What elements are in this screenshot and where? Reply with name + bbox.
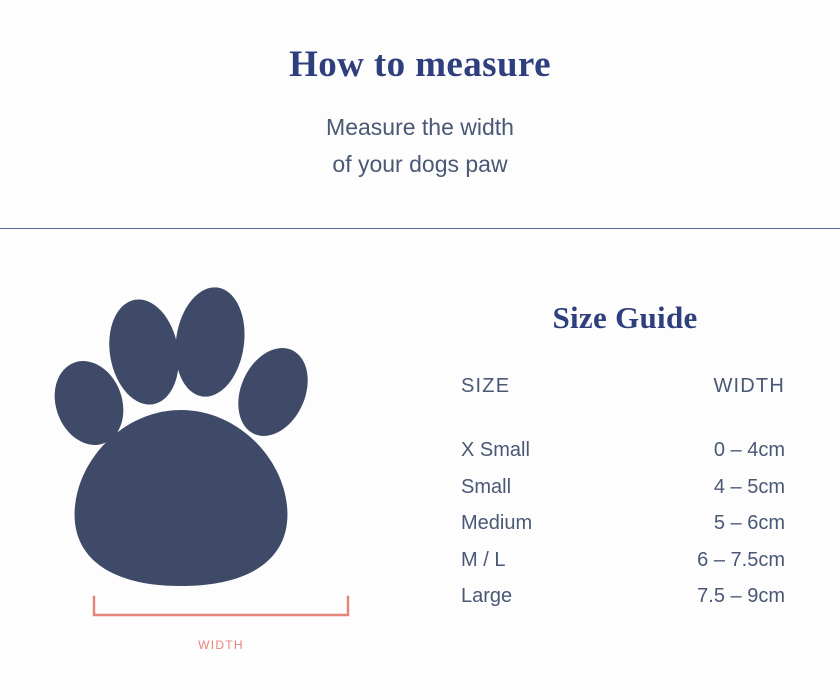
row-width-value: 5 – 6cm: [713, 512, 785, 535]
page-title: How to measure: [289, 44, 551, 85]
row-size-label: Small: [461, 475, 512, 498]
row-size-label: Medium: [461, 512, 533, 535]
size-guide: [430, 300, 820, 615]
table-row: [455, 505, 795, 542]
width-label: WIDTH: [198, 638, 244, 652]
size-guide-title: Size Guide: [552, 300, 698, 335]
table-row: [455, 432, 795, 469]
table-header-row: [455, 374, 795, 432]
row-width-value: 4 – 5cm: [713, 475, 785, 498]
row-size-label: Large: [461, 585, 513, 608]
header-divider: [0, 228, 840, 229]
table-row: [455, 469, 795, 506]
table-row: [455, 578, 795, 615]
subtitle-line-2: of your dogs paw: [332, 150, 508, 177]
header: [0, 0, 840, 228]
dog-paw-icon: [40, 270, 380, 600]
page-subtitle: [326, 109, 514, 184]
row-width-value: 7.5 – 9cm: [697, 585, 785, 608]
width-bracket-icon: [92, 595, 350, 621]
paw-illustration: [30, 270, 410, 670]
column-header-width: WIDTH: [713, 375, 785, 397]
subtitle-line-1: Measure the width: [326, 113, 514, 140]
row-width-value: 6 – 7.5cm: [697, 548, 785, 571]
table-row: [455, 542, 795, 579]
row-size-label: X Small: [461, 439, 530, 461]
row-width-value: 0 – 4cm: [713, 439, 785, 461]
size-guide-table: [455, 374, 795, 615]
column-header-size: SIZE: [461, 375, 511, 397]
row-size-label: M / L: [461, 548, 506, 571]
